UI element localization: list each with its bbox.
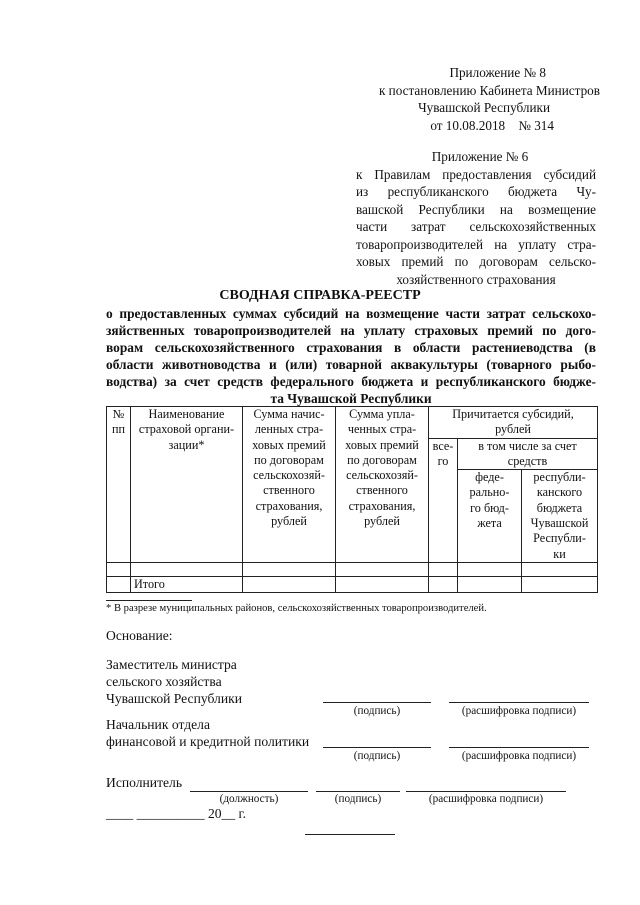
header-number: № пп — [107, 407, 131, 563]
table-cell — [429, 562, 458, 576]
header-paid-premiums: Сумма упла- ченных стра- ховых премий по договорам сельскохозяй- ственного страхования, рублей — [336, 407, 429, 563]
header-including: в том числе за счет средств — [458, 438, 598, 470]
subtitle-line: та Чувашской Республики — [270, 390, 432, 406]
basis-label: Основание: — [106, 628, 173, 643]
head-title-line: Начальник отдела — [106, 717, 210, 732]
appendix-8-line: к постановлению Кабинета Министров — [378, 82, 600, 98]
document-subtitle — [106, 306, 596, 407]
header-insurer-name: Наименование страховой органи- зации* — [131, 407, 243, 563]
table-cell — [243, 562, 336, 576]
subtitle-line: о предоставленных суммах субсидий на возмещение части затрат сельскохо- — [106, 306, 596, 321]
executor-position-caption: (должность) — [219, 793, 279, 805]
appendix-6-line: вашской Республики на возмещение — [356, 201, 596, 217]
table-row — [107, 562, 598, 576]
subtitle-line: зяйственных товаропроизводителей на уплату страховых премий по дого- — [106, 322, 596, 338]
total-row-label: Итого — [131, 576, 243, 592]
date-line: ____ __________ 20__ г. — [106, 806, 246, 821]
subtitle-line: области животноводства и (или) товарной аквакультуры (товарного рыбо- — [106, 356, 596, 372]
table-cell — [336, 576, 429, 592]
executor-decoding-caption: (расшифровка подписи) — [428, 793, 544, 805]
head-of-department-block — [106, 716, 309, 750]
deputy-title-line: Заместитель министра — [106, 657, 237, 672]
appendix-6-line: из республиканского бюджета Чу- — [356, 184, 596, 199]
appendix-6-line: ховых премий по договорам сельско- — [356, 254, 596, 269]
head-signature-line — [323, 747, 431, 748]
table-cell — [522, 562, 598, 576]
table-cell — [522, 576, 598, 592]
head-title-line: финансовой и кредитной политики — [106, 734, 310, 749]
table-cell — [243, 576, 336, 592]
deputy-title-line: Чувашской Республики — [106, 691, 242, 706]
table-cell — [458, 562, 522, 576]
executor-position-line — [190, 791, 308, 792]
appendix-6-line: части затрат сельскохозяйственных — [356, 219, 596, 234]
deputy-title-line: сельского хозяйства — [106, 674, 222, 689]
subtitle-line: ворам сельскохозяйственного страхования в области растениеводства (в — [106, 339, 596, 355]
appendix-8-title: Приложение № 8 — [449, 65, 546, 80]
total-row — [107, 576, 598, 592]
bottom-separator — [305, 834, 395, 835]
head-signature-caption: (подпись) — [353, 750, 401, 762]
executor-decoding-line — [406, 791, 566, 792]
table-cell — [107, 576, 131, 592]
appendix-6-block — [356, 148, 596, 288]
header-total: все- го — [429, 438, 458, 562]
table-cell — [458, 576, 522, 592]
deputy-signature-line — [323, 702, 431, 703]
table-cell — [336, 562, 429, 576]
table-cell — [429, 576, 458, 592]
head-decoding-caption: (расшифровка подписи) — [461, 750, 577, 762]
appendix-6-line: хозяйственного страхования — [396, 271, 556, 287]
head-decoding-line — [449, 747, 589, 748]
deputy-signature-caption: (подпись) — [353, 705, 401, 717]
executor-label: Исполнитель — [106, 775, 183, 790]
appendix-6-line: товаропроизводителей на уплату стра- — [356, 236, 596, 252]
appendix-8-date: от 10.08.2018 № 314 — [430, 117, 554, 133]
deputy-minister-block — [106, 656, 242, 707]
table-cell — [107, 562, 131, 576]
header-republic-budget: республи- канского бюджета Чувашской Республи- ки — [522, 470, 598, 563]
appendix-8-line: Чувашской Республики — [418, 100, 550, 115]
table-cell — [131, 562, 243, 576]
appendix-8-block — [340, 64, 600, 134]
subtitle-line: водства) за счет средств федерального бюджета и республиканского бюдже- — [106, 373, 596, 389]
document-title: СВОДНАЯ СПРАВКА-РЕЕСТР — [219, 288, 421, 303]
footnote: * В разрезе муниципальных районов, сельскохозяйственных товаропроизводителей. — [106, 603, 487, 614]
footnote-divider — [106, 600, 192, 601]
header-federal-budget: феде- рально- го бюд- жета — [458, 470, 522, 563]
deputy-decoding-line — [449, 702, 589, 703]
executor-signature-line — [316, 791, 400, 792]
header-subsidies-due: Причитается субсидий, рублей — [429, 407, 598, 439]
appendix-6-line: к Правилам предоставления субсидий — [356, 166, 596, 182]
appendix-6-title: Приложение № 6 — [431, 149, 529, 164]
executor-signature-caption: (подпись) — [334, 793, 382, 805]
deputy-decoding-caption: (расшифровка подписи) — [461, 705, 577, 717]
registry-table — [106, 406, 598, 593]
header-charged-premiums: Сумма начис- ленных стра- ховых премий по договорам сельскохозяй- ственного страхования, рублей — [243, 407, 336, 563]
